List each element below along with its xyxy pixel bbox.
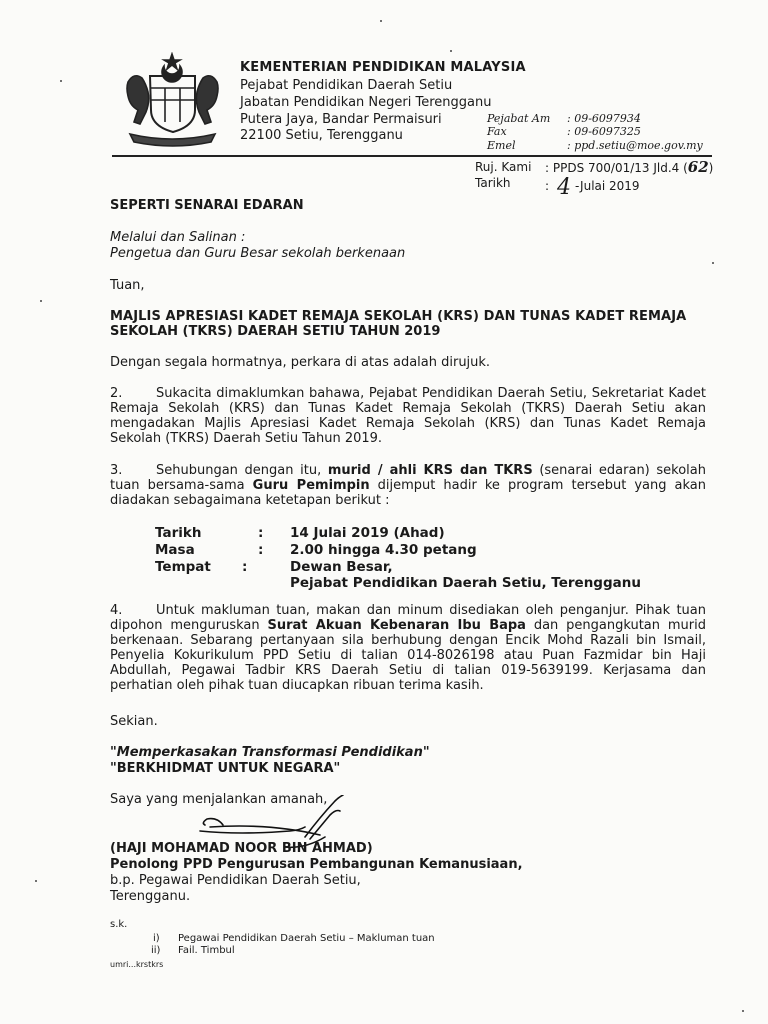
scan-speck [712,262,714,264]
subject-line-2: SEKOLAH (TKRS) DAERAH SETIU TAHUN 2019 [110,324,441,339]
signatory-state: Terengganu. [110,889,191,904]
cc-item-1-text: Pegawai Pendidikan Daerah Setiu – Makluman tuan [178,933,435,944]
detail-label-tarikh: Tarikh [155,525,202,541]
detail-value-tempat-2: Pejabat Pendidikan Daerah Setiu, Terengganu [290,575,641,591]
detail-label-masa: Masa [155,542,195,558]
footer-code: umri...krstkrs [110,960,164,969]
tarikh-value [545,175,640,200]
paragraph-4-number: 4. [110,603,123,618]
header-divider [112,155,712,157]
cc-label: s.k. [110,919,128,930]
ruj-handwritten: 62 [687,158,709,176]
paragraph-4-text-1: Untuk makluman tuan, makan dan minum disediakan oleh penganjur. Pihak tuan dipohon menguruskan [110,603,706,633]
paragraph-2-text: Sukacita dimaklumkan bahawa, Pejabat Pendidikan Daerah Setiu, Sekretariat Kadet Remaja Sekolah (KRS) dan Tunas Kadet Remaja Sekolah (TKRS) Daerah Setiu akan mengadakan Majlis Apresiasi Kadet Remaja Sekolah (KRS) dan Tunas Kadet Remaja Sekolah (TKRS) Daerah Setiu Tahun 2019. [110,386,706,446]
signatory-bp: b.p. Pegawai Pendidikan Daerah Setiu, [110,873,361,888]
subject-line-1: MAJLIS APRESIASI KADET REMAJA SEKOLAH (KRS) DAN TUNAS KADET REMAJA [110,309,687,324]
contact-value-email: : ppd.setiu@moe.gov.my [567,139,703,152]
cc-item-2-text: Fail. Timbul [178,945,235,956]
address-line-1: Putera Jaya, Bandar Permaisuri [240,112,442,127]
paragraph-3-text-1: Sehubungan dengan itu, [156,463,328,478]
detail-value-tempat: Dewan Besar, [290,559,393,575]
recipient-line: SEPERTI SENARAI EDARAN [110,198,304,213]
paragraph-2 [110,386,706,446]
closing-amanah: Saya yang menjalankan amanah, [110,792,328,807]
contact-label-email: Emel [487,139,516,152]
contact-value-fax: : 09-6097325 [567,125,641,138]
paragraph-3-text-2: (senarai edaran) sekolah tuan bersama-sama [110,463,706,493]
address-line-2: 22100 Setiu, Terengganu [240,128,403,143]
detail-value-tarikh: 14 Julai 2019 (Ahad) [290,525,445,541]
salutation: Tuan, [110,278,145,293]
paragraph-3-bold-1: murid / ahli KRS dan TKRS [327,463,533,478]
paragraph-4-bold-1: Surat Akuan Kebenaran Ibu Bapa [267,618,526,633]
contact-value-phone: : 09-6097934 [567,112,641,125]
detail-label-tempat: Tempat [155,559,211,575]
department-name: Jabatan Pendidikan Negeri Terengganu [240,95,492,110]
scan-speck [60,80,62,82]
scan-speck [40,300,42,302]
detail-colon-tarikh: : [258,525,264,541]
detail-value-masa: 2.00 hingga 4.30 petang [290,542,477,558]
detail-colon-masa: : [258,542,264,558]
cc-item-2-number: ii) [151,945,161,956]
ruj-value [545,160,713,176]
malaysia-coat-of-arms-icon [120,52,225,147]
paragraph-4 [110,603,706,693]
paragraph-4-text-2: dan pengangkutan murid berkenaan. Sebarang pertanyaan sila berhubung dengan Encik Mohd Razali bin Ismail, Penyelia Kokurikulum PPD Setiu di talian 014-8026198 atau Puan Fazmidar bin Haji Abdullah, Pegawai Tadbir KRS Daerah Setiu di talian 019-5639199. Kerjasama dan perhatian oleh pihak tuan diucapkan ribuan terima kasih. [110,618,706,693]
ruj-number: : PPDS 700/01/13 Jld.4 ( [545,161,688,175]
paragraph-2-number: 2. [110,386,123,401]
scan-speck [380,20,382,22]
detail-colon-tempat: : [242,559,248,575]
intro-paragraph: Dengan segala hormatnya, perkara di atas adalah dirujuk. [110,355,491,370]
tarikh-label: Tarikh [475,176,511,190]
contact-label-phone: Pejabat Am [487,112,551,125]
paragraph-3 [110,463,706,508]
scan-speck [450,50,452,52]
via-line-1: Melalui dan Salinan : [110,230,246,245]
paragraph-3-text-3: dijemput hadir ke program tersebut yang akan diadakan sebagaimana ketetapan berikut : [110,478,706,508]
paragraph-3-number: 3. [110,463,123,478]
paragraph-3-bold-2: Guru Pemimpin [252,478,370,493]
via-line-2: Pengetua dan Guru Besar sekolah berkenaan [110,246,406,261]
ministry-name: KEMENTERIAN PENDIDIKAN MALAYSIA [240,60,526,75]
signatory-name: (HAJI MOHAMAD NOOR BIN AHMAD) [110,841,373,856]
ruj-label: Ruj. Kami [475,160,532,174]
signatory-title: Penolong PPD Pengurusan Pembangunan Kemanusiaan, [110,857,523,872]
ruj-close: ) [708,161,714,175]
scan-speck [742,1010,744,1012]
office-name: Pejabat Pendidikan Daerah Setiu [240,78,453,93]
motto-line-1: "Memperkasakan Transformasi Pendidikan" [110,745,430,760]
motto-line-2: "BERKHIDMAT UNTUK NEGARA" [110,761,341,776]
tarikh-handwritten: 4 [557,175,572,200]
tarikh-colon: : [545,179,550,193]
scan-speck [35,880,37,882]
contact-label-fax: Fax [487,125,507,138]
closing-sekian: Sekian. [110,714,158,729]
cc-item-1-number: i) [153,933,160,944]
tarikh-month-year: -Julai 2019 [575,179,640,193]
